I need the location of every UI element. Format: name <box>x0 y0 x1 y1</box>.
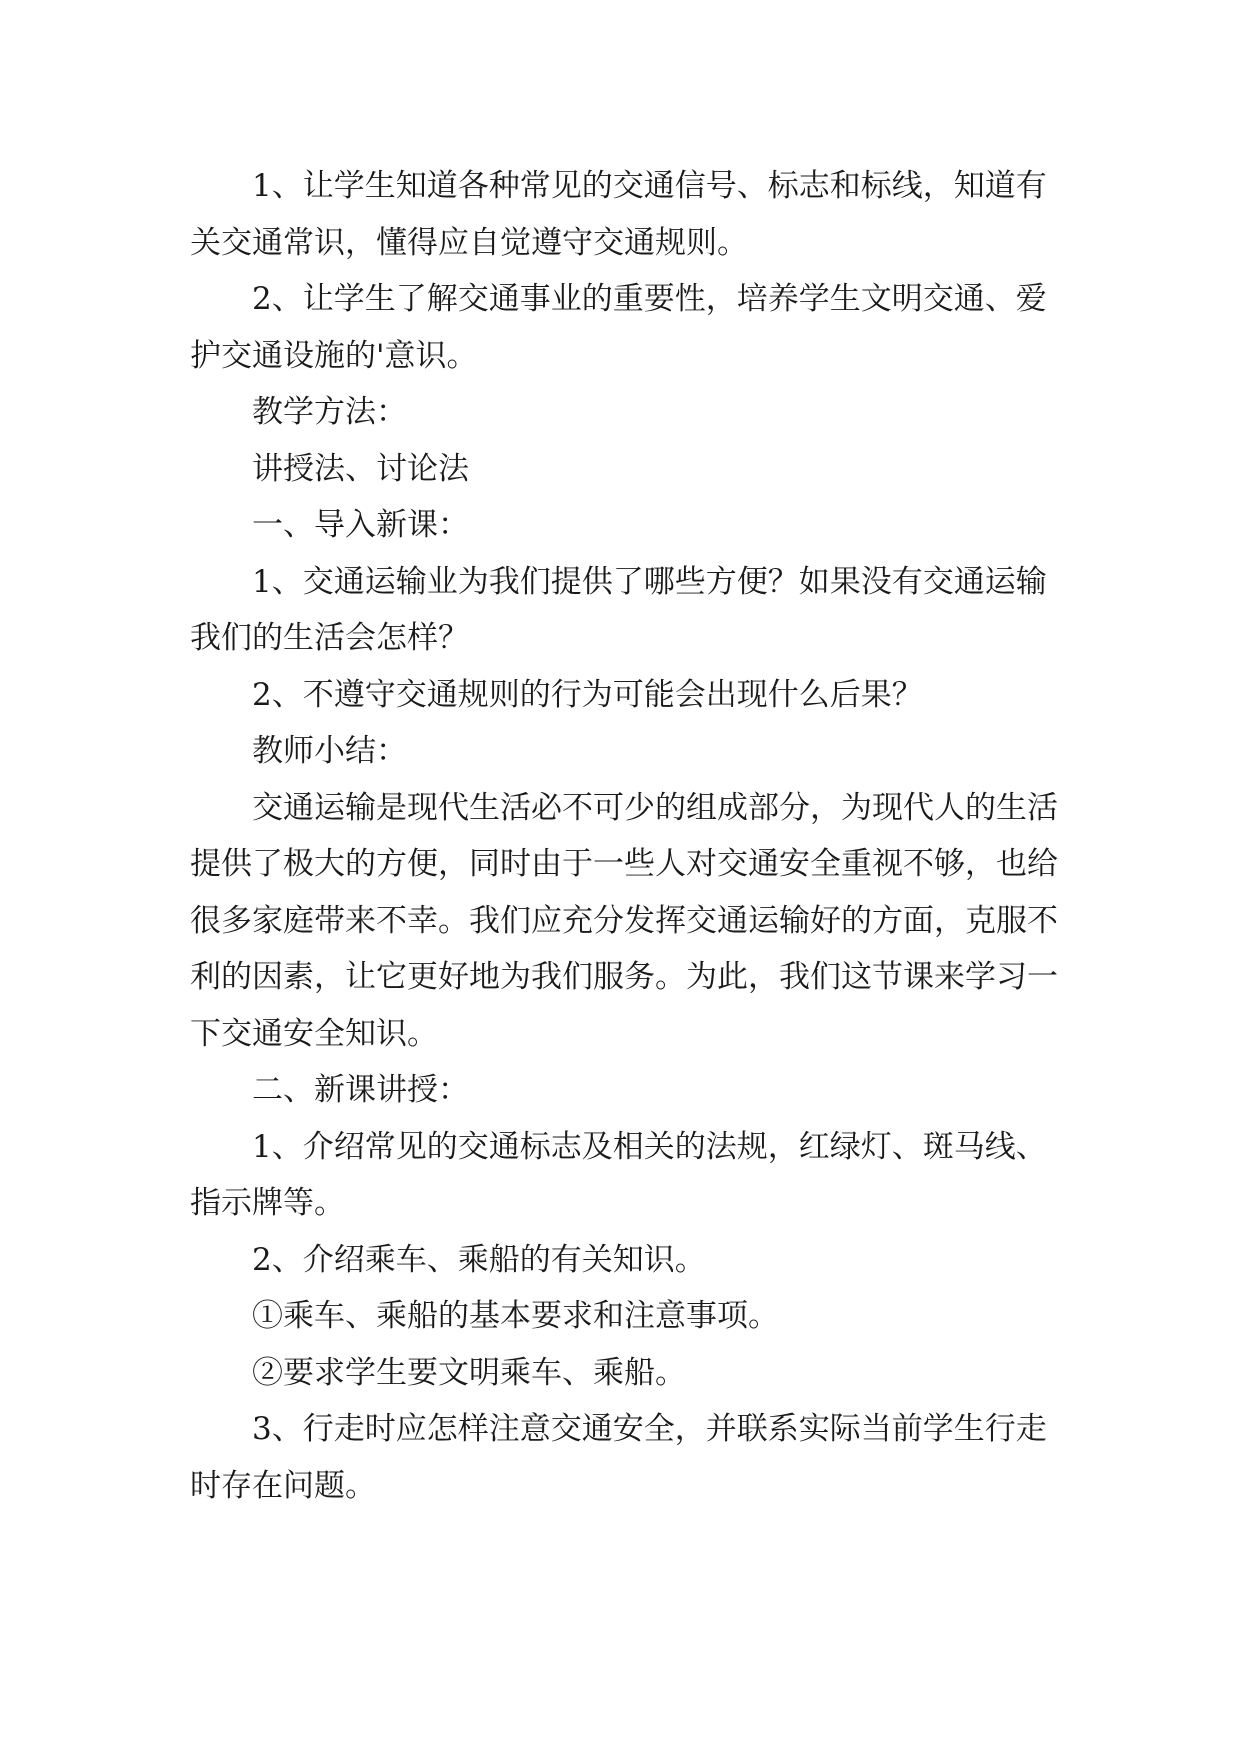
lesson-subitem-1: ①乘车、乘船的基本要求和注意事项。 <box>252 1298 779 1334</box>
document-body <box>190 158 1070 1514</box>
teacher-summary-heading: 教师小结： <box>252 733 407 769</box>
section-introduction-heading: 一、导入新课： <box>252 507 469 543</box>
objective-2: 2、让学生了解交通事业的重要性，培养学生文明交通、爱护交通设施的'意识。 <box>190 281 1047 374</box>
teaching-methods-heading: 教学方法： <box>252 394 407 430</box>
teaching-methods: 讲授法、讨论法 <box>252 450 469 487</box>
objective-1: 1、让学生知道各种常见的交通信号、标志和标线，知道有关交通常识，懂得应自觉遵守交通规则。 <box>190 168 1047 261</box>
lesson-item-2: 2、介绍乘车、乘船的有关知识。 <box>252 1241 706 1278</box>
intro-question-2: 2、不遵守交通规则的行为可能会出现什么后果？ <box>252 676 923 713</box>
teacher-summary: 交通运输是现代生活必不可少的组成部分，为现代人的生活提供了极大的方便，同时由于一些人对交通安全重视不够，也给很多家庭带来不幸。我们应充分发挥交通运输好的方面，克服不利的因素，让它更好地为我们服务。为此，我们这节课来学习一下交通安全知识。 <box>190 789 1058 1052</box>
lesson-item-1: 1、介绍常见的交通标志及相关的法规，红绿灯、斑马线、指示牌等。 <box>190 1128 1047 1221</box>
lesson-subitem-2: ②要求学生要文明乘车、乘船。 <box>252 1354 686 1391</box>
section-new-lesson-heading: 二、新课讲授： <box>252 1072 469 1108</box>
intro-question-1: 1、交通运输业为我们提供了哪些方便？如果没有交通运输我们的生活会怎样？ <box>190 563 1047 656</box>
lesson-item-3: 3、行走时应怎样注意交通安全，并联系实际当前学生行走时存在问题。 <box>190 1411 1047 1504</box>
